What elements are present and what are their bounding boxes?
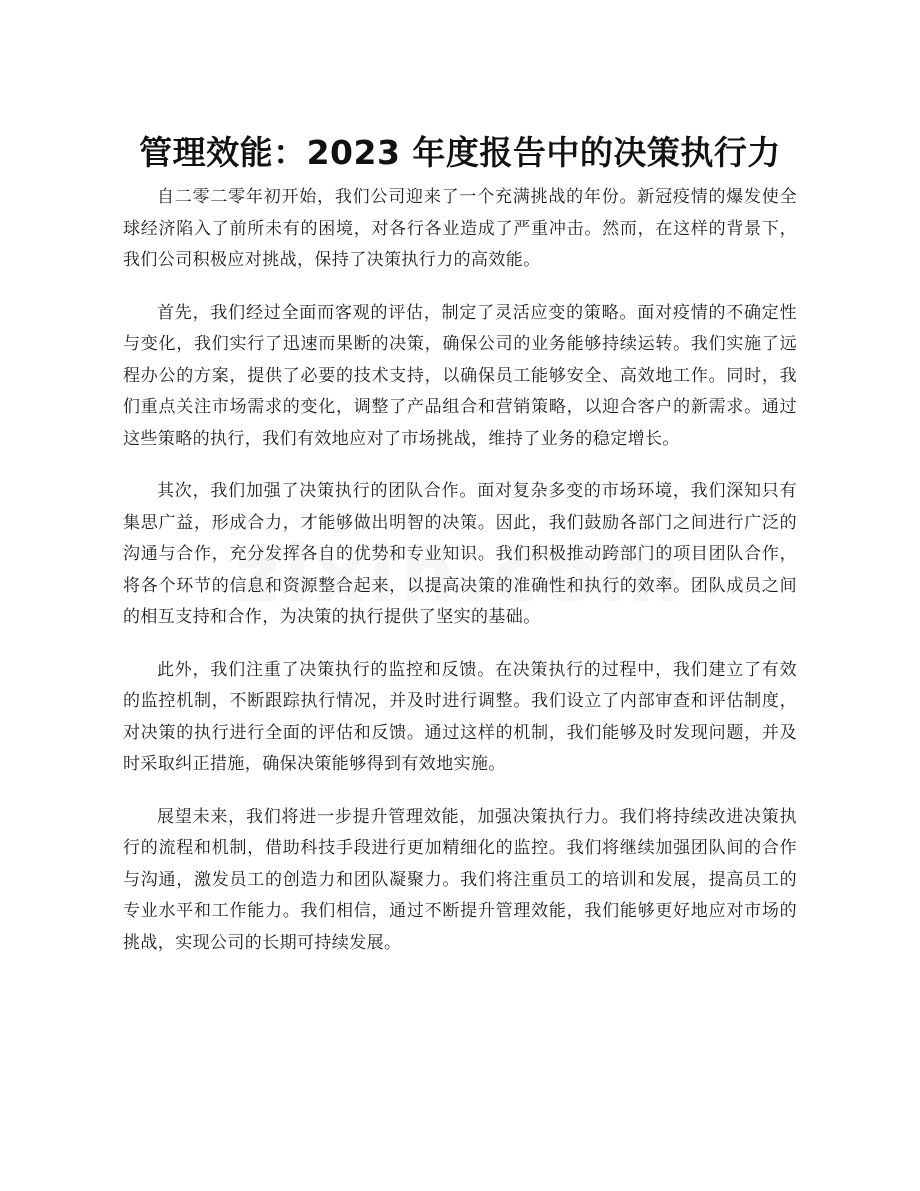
paragraph-outlook: 展望未来，我们将进一步提升管理效能，加强决策执行力。我们将持续改进决策执行的流程和机制，借助科技手段进行更加精细化的监控。我们将继续加强团队间的合作与沟通，激发员工的创造力和团队凝聚力。我们将注重员工的培训和发展，提高员工的专业水平和工作能力。我们相信，通过不断提升管理效能，我们能够更好地应对市场的挑战，实现公司的长期可持续发展。 xyxy=(123,806,797,953)
document-body xyxy=(123,182,797,980)
paragraph-monitoring: 此外，我们注重了决策执行的监控和反馈。在决策执行的过程中，我们建立了有效的监控机制，不断跟踪执行情况，并及时进行调整。我们设立了内部审查和评估制度，对决策的执行进行全面的评估和反馈。通过这样的机制，我们能够及时发现问题，并及时采取纠正措施，确保决策能够得到有效地实施。 xyxy=(123,659,797,774)
paragraph-intro: 自二零二零年初开始，我们公司迎来了一个充满挑战的年份。新冠疫情的爆发使全球经济陷入了前所未有的困境，对各行各业造成了严重冲击。然而，在这样的背景下，我们公司积极应对挑战，保持了决策执行力的高效能。 xyxy=(123,187,797,270)
paragraph-strategy: 首先，我们经过全面而客观的评估，制定了灵活应变的策略。面对疫情的不确定性与变化，我们实行了迅速而果断的决策，确保公司的业务能够持续运转。我们实施了远程办公的方案，提供了必要的技术支持，以确保员工能够安全、高效地工作。同时，我们重点关注市场需求的变化，调整了产品组合和营销策略，以迎合客户的新需求。通过这些策略的执行，我们有效地应对了市场挑战，维持了业务的稳定增长。 xyxy=(123,302,797,449)
paragraph-teamwork: 其次，我们加强了决策执行的团队合作。面对复杂多变的市场环境，我们深知只有集思广益，形成合力，才能够做出明智的决策。因此，我们鼓励各部门之间进行广泛的沟通与合作，充分发挥各自的优势和专业知识。我们积极推动跨部门的项目团队合作，将各个环节的信息和资源整合起来，以提高决策的准确性和执行的效率。团队成员之间的相互支持和合作，为决策的执行提供了坚实的基础。 xyxy=(123,481,797,627)
document-title: 管理效能：2023 年度报告中的决策执行力 xyxy=(139,133,781,173)
